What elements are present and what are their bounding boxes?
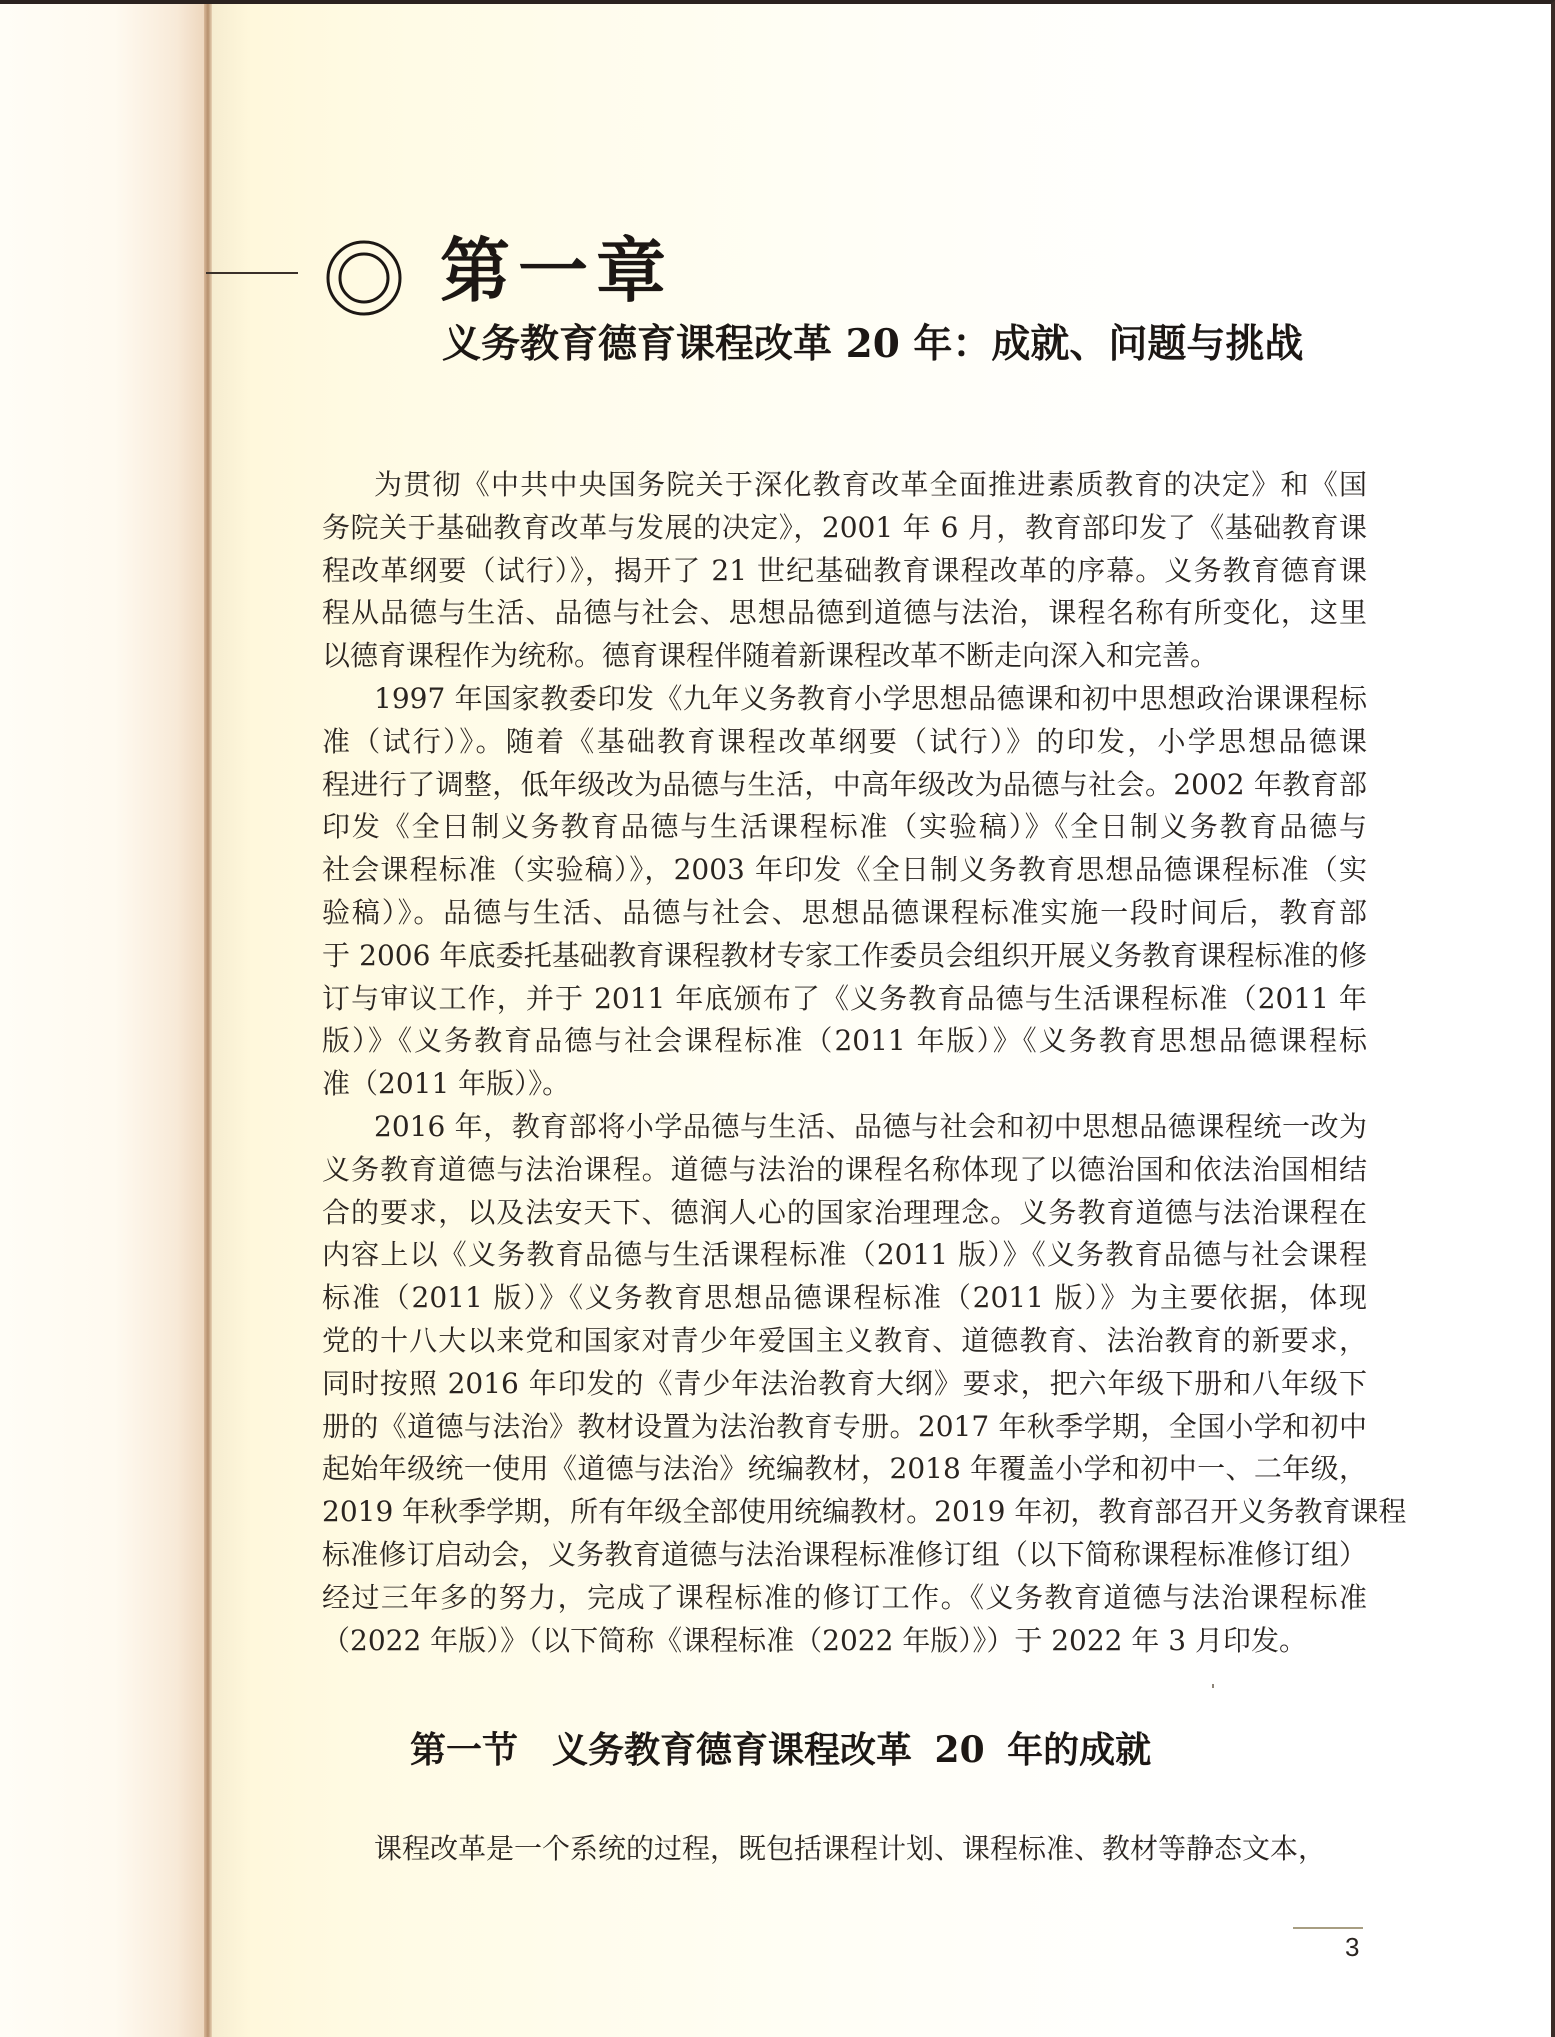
left-page-edge [0,0,208,2037]
section-heading [410,1724,1151,1776]
paragraph-2 [322,678,1367,1106]
chapter-rule-line [206,272,298,274]
text-line: 程改革纲要（试行）》，揭开了 21 世纪基础教育课程改革的序幕。义务教育德育课 [322,553,1367,587]
text-line: 验稿）》。品德与生活、品德与社会、思想品德课程标准实施一段时间后，教育部 [322,895,1367,929]
text-line: 准（2011 年版）》。 [322,1067,571,1101]
footer-rule-line [1293,1927,1363,1929]
book-spine [204,0,212,2037]
text-line: 1997 年国家教委印发《九年义务教育小学思想品德课和初中思想政治课课程标 [374,681,1367,715]
text-line: 2016 年，教育部将小学品德与生活、品德与社会和初中思想品德课程统一改为 [374,1109,1367,1143]
text-line: 订与审议工作，并于 2011 年底颁布了《义务教育品德与生活课程标准（2011 年 [322,981,1367,1015]
text-line: 标准（2011 版）》《义务教育思想品德课程标准（2011 版）》为主要依据，体现 [322,1281,1367,1315]
text-line: 版）》《义务教育品德与社会课程标准（2011 年版）》《义务教育思想品德课程标 [322,1024,1367,1058]
text-line: 内容上以《义务教育品德与生活课程标准（2011 版）》《义务教育品德与社会课程 [322,1238,1367,1272]
chapter-number: 第一章 [440,229,674,312]
text-line: 程从品德与生活、品德与社会、思想品德到道德与法治，课程名称有所变化，这里 [322,596,1367,630]
text-line: 2019 年秋季学期，所有年级全部使用统编教材。2019 年初，教育部召开义务教育课程 [322,1495,1407,1529]
text-line: 印发《全日制义务教育品德与生活课程标准（实验稿）》《全日制义务教育品德与 [322,810,1367,844]
text-line: 党的十八大以来党和国家对青少年爱国主义教育、道德教育、法治教育的新要求， [322,1323,1367,1357]
text-line: 为贯彻《中共中央国务院关于深化教育改革全面推进素质教育的决定》和《国 [374,468,1367,501]
print-speck [1212,1684,1214,1688]
section-number: 第一节 [410,1729,519,1771]
text-line: 准（试行）》。随着《基础教育课程改革纲要（试行）》的印发，小学思想品德课 [322,724,1367,758]
text-line: 程进行了调整，低年级改为品德与生活，中高年级改为品德与社会。2002 年教育部 [322,767,1367,801]
text-line: 务院关于基础教育改革与发展的决定》，2001 年 6 月，教育部印发了《基础教育课 [322,510,1367,544]
text-line: 起始年级统一使用《道德与法治》统编教材，2018 年覆盖小学和初中一、二年级， [322,1452,1367,1486]
section-intro-line: 课程改革是一个系统的过程，既包括课程计划、课程标准、教材等静态文本， [374,1832,1327,1865]
chapter-title: 义务教育德育课程改革 20 年：成就、问题与挑战 [442,321,1304,367]
text-line: 以德育课程作为统称。德育课程伴随着新课程改革不断走向深入和完善。 [322,639,1219,673]
text-line: 合的要求，以及法安天下、德润人心的国家治理理念。义务教育道德与法治课程在 [322,1195,1367,1229]
text-line: 社会课程标准（实验稿）》，2003 年印发《全日制义务教育思想品德课程标准（实 [322,853,1367,887]
text-line: 经过三年多的努力，完成了课程标准的修订工作。《义务教育道德与法治课程标准 [322,1580,1367,1614]
text-line: 义务教育道德与法治课程。道德与法治的课程名称体现了以德治国和依法治国相结 [322,1152,1367,1186]
text-line: 于 2006 年底委托基础教育课程教材专家工作委员会组织开展义务教育课程标准的修 [322,938,1367,972]
page-number: 3 [1345,1932,1360,1962]
section-title: 义务教育德育课程改革 20 年的成就 [552,1729,1152,1771]
double-circle-icon [326,240,402,316]
paragraph-3 [322,1106,1407,1662]
chapter-body [322,464,1407,1662]
text-line: 册的《道德与法治》教材设置为法治教育专册。2017 年秋季学期，全国小学和初中 [322,1409,1367,1443]
paragraph-1 [322,464,1367,678]
text-line: 标准修订启动会，义务教育道德与法治课程标准修订组（以下简称课程标准修订组） [322,1537,1367,1571]
text-line: 同时按照 2016 年印发的《青少年法治教育大纲》要求，把六年级下册和八年级下 [322,1366,1367,1400]
text-line: （2022 年版）》（以下简称《课程标准（2022 年版）》）于 2022 年 3 月印发。 [322,1623,1307,1657]
